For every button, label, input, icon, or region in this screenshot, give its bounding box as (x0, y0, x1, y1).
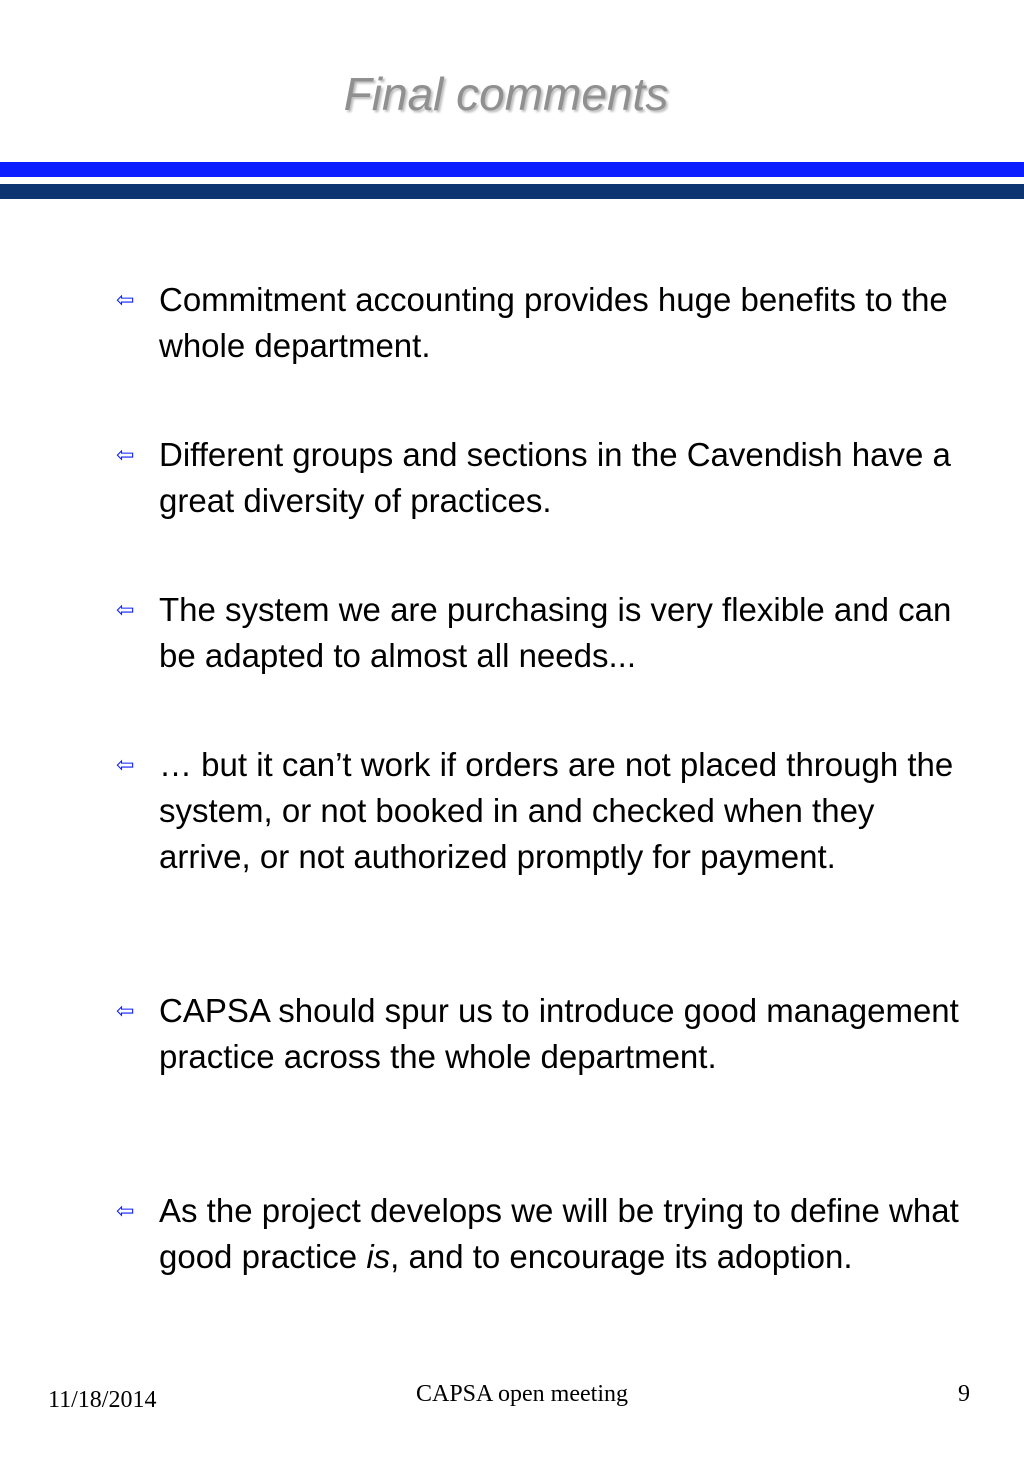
bullet-item (116, 277, 976, 369)
bullet-item (116, 988, 976, 1080)
header-rule-gap (0, 177, 1024, 183)
bullet-text: Commitment accounting provides huge benefits to the whole department. (159, 281, 948, 364)
bullet-text (159, 1188, 969, 1280)
bullet-item (116, 432, 976, 524)
bullet-item (116, 1188, 976, 1280)
hollow-left-arrow-icon: ⇦ (116, 597, 135, 622)
hollow-left-arrow-icon: ⇦ (116, 752, 135, 777)
bullet-text: CAPSA should spur us to introduce good management practice across the whole department. (159, 992, 959, 1075)
bullet-text: The system we are purchasing is very flexible and can be adapted to almost all needs... (159, 591, 952, 674)
hollow-left-arrow-icon: ⇦ (116, 287, 135, 312)
hollow-left-arrow-icon: ⇦ (116, 1198, 135, 1223)
bullet-text-part: As the project develops we will be trying to define what good practice (159, 1192, 959, 1275)
bullet-item (116, 742, 976, 880)
bullet-text-part: , and to encourage its adoption. (390, 1238, 853, 1275)
hollow-left-arrow-icon: ⇦ (116, 998, 135, 1023)
bullet-emphasis: is (366, 1238, 391, 1275)
header-rule-blue (0, 162, 1024, 177)
slide-title: Final comments (343, 68, 669, 120)
footer-page-number: 9 (958, 1381, 970, 1407)
bullet-text: … but it can’t work if orders are not placed through the system, or not booked in and checked when they arrive, or not authorized promptly for payment. (159, 746, 954, 875)
hollow-left-arrow-icon: ⇦ (116, 442, 135, 467)
footer-date: 11/18/2014 (48, 1387, 157, 1413)
footer-title: CAPSA open meeting (415, 1381, 628, 1407)
bullet-item (116, 587, 976, 679)
header-rule-navy (0, 184, 1024, 199)
bullet-text: Different groups and sections in the Cavendish have a great diversity of practices. (159, 436, 951, 519)
